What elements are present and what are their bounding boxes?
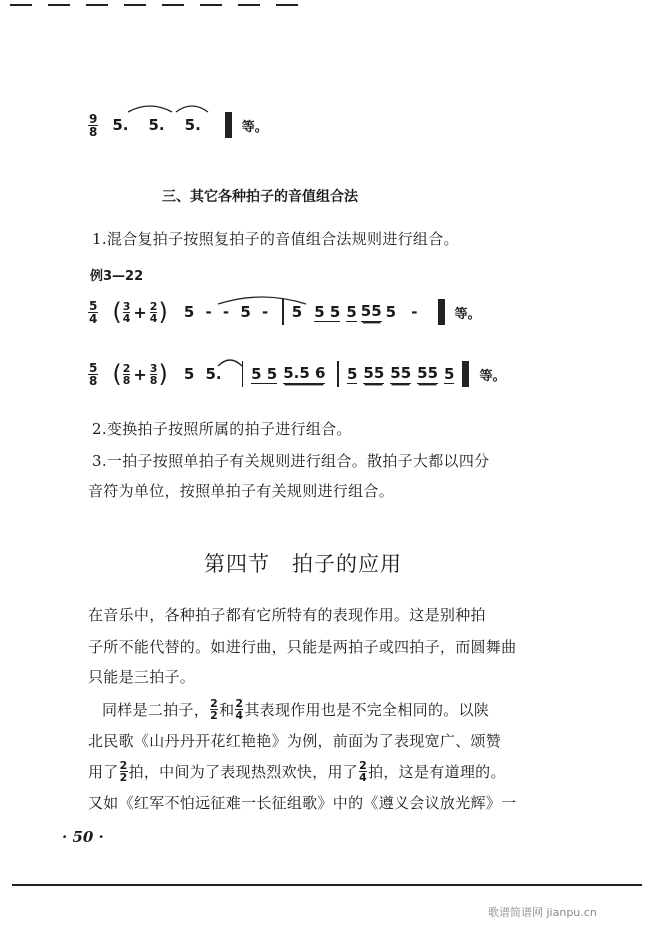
time-signature: $\frac{9}{8}$ bbox=[89, 111, 98, 139]
section-heading: 三、其它各种拍子的音值组合法 bbox=[162, 189, 358, 205]
example-5-8 bbox=[88, 360, 505, 388]
tie-arc bbox=[212, 352, 252, 368]
paragraph-1-line-2: 子所不能代替的。如进行曲，只能是两拍子或四拍子，而圆舞曲 bbox=[88, 638, 517, 656]
part-fraction: 3 4 bbox=[122, 299, 131, 325]
part-fraction: 2 8 bbox=[122, 361, 131, 387]
paragraph-1-line-3: 只能是三拍子。 bbox=[88, 668, 196, 686]
end-barline bbox=[438, 299, 445, 325]
note: 5 bbox=[291, 303, 303, 321]
measure-1: 5 - - 5 - bbox=[183, 303, 269, 321]
end-barline bbox=[225, 112, 232, 138]
note-group: 55 bbox=[390, 364, 412, 382]
tie-arcs bbox=[120, 100, 220, 116]
plus-sign: + bbox=[133, 364, 147, 384]
end-barline bbox=[462, 361, 469, 387]
paragraph-2-line-3: 用了 2 2 拍，中间为了表现热烈欢快，用了 2 4 拍，这是有道理的。 bbox=[88, 759, 506, 784]
paragraph-2-line-4: 又如《红军不怕远征难一长征组歌》中的《遵义会议放光辉》一 bbox=[88, 794, 517, 812]
note-group: 55 bbox=[360, 302, 382, 320]
time-fraction: 2 2 bbox=[210, 697, 219, 722]
time-fraction: 2 2 bbox=[119, 759, 128, 784]
item-3-line-2: 音符为单位，按照单拍子有关规则进行组合。 bbox=[88, 482, 395, 500]
paragraph-2-line-1: 同样是二拍子， 2 2 和 2 4 其表现作用也是不完全相同的。以陕 bbox=[102, 697, 490, 722]
example-label: 例3—22 bbox=[90, 269, 144, 284]
note: 5. bbox=[184, 116, 201, 134]
tie-arc bbox=[210, 290, 320, 306]
item-3-line-1: 3.一拍子按照单拍子有关规则进行组合。散拍子大都以四分 bbox=[92, 452, 490, 470]
time-signature: $\frac{5}{8}$ bbox=[89, 360, 98, 388]
deng-suffix: 等。 bbox=[454, 306, 481, 322]
section-title: 第四节 拍子的应用 bbox=[204, 552, 402, 576]
close-paren: ) bbox=[158, 298, 168, 326]
watermark: 歌谱简谱网 jianpu.cn bbox=[488, 906, 597, 919]
part-fraction: $\frac{2}{4}$ bbox=[149, 299, 158, 325]
open-paren: ( bbox=[112, 360, 122, 388]
paragraph-2-line-2: 北民歌《山丹丹开花红艳艳》为例，前面为了表现宽广、颂赞 bbox=[88, 732, 502, 750]
item-1: 1.混合复拍子按照复拍子的音值组合法规则进行组合。 bbox=[92, 230, 459, 248]
open-paren: ( bbox=[112, 298, 122, 326]
note: 5 bbox=[444, 364, 455, 383]
top-dashed-rule bbox=[10, 4, 310, 6]
time-fraction: 2 4 bbox=[359, 759, 368, 784]
note-group: 5 5 bbox=[314, 302, 341, 321]
note-group: 55 bbox=[363, 364, 385, 382]
note-group: 5 bbox=[346, 302, 357, 321]
footer-rule bbox=[12, 884, 642, 886]
note: 5 bbox=[346, 364, 358, 383]
note: 5. bbox=[148, 116, 165, 134]
note-group: 55 bbox=[417, 364, 439, 382]
deng-suffix: 等。 bbox=[479, 368, 506, 384]
time-signature: $\frac{5}{4}$ bbox=[89, 298, 98, 326]
paragraph-1-line-1: 在音乐中，各种拍子都有它所特有的表现作用。这是别种拍 bbox=[88, 606, 486, 624]
barline bbox=[337, 361, 339, 387]
page-number: · 50 · bbox=[62, 828, 104, 846]
part-fraction: $\frac{3}{8}$ bbox=[149, 361, 158, 387]
item-2: 2.变换拍子按照所属的拍子进行组合。 bbox=[92, 420, 352, 438]
deng-suffix: 等。 bbox=[241, 119, 268, 135]
note-group: 5 5 bbox=[251, 364, 278, 383]
close-paren: ) bbox=[158, 360, 168, 388]
note: 5. bbox=[112, 116, 129, 134]
note-group: 5.5 6 bbox=[283, 364, 326, 382]
plus-sign: + bbox=[133, 302, 147, 322]
time-fraction: 2 4 bbox=[235, 697, 244, 722]
note-group: 5 - bbox=[385, 303, 418, 321]
measure-1: 5 5. bbox=[183, 365, 222, 383]
